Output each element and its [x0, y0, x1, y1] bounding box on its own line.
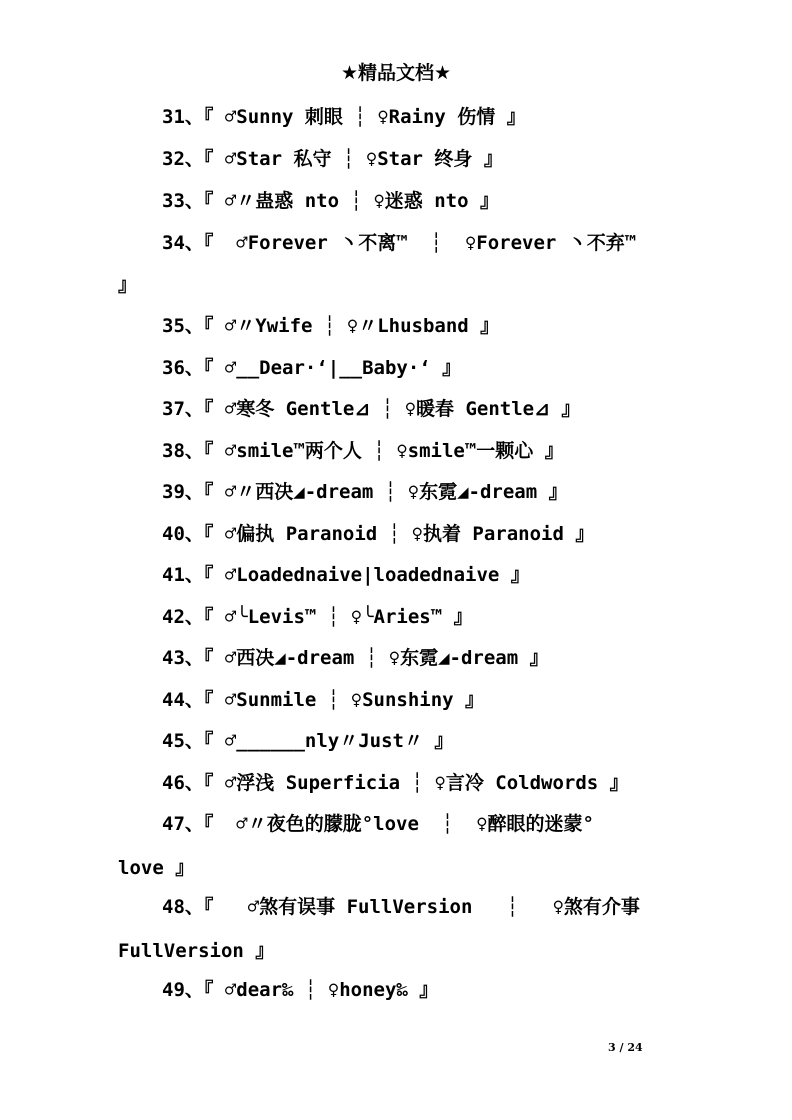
list-item-continuation: love 』 — [118, 857, 195, 879]
list-item: 45、『 ♂______nly〃Just〃 』 — [162, 730, 454, 752]
list-item-continuation: 』 — [118, 274, 138, 296]
list-item: 48、『 ♂煞有误事 FullVersion ┆ ♀煞有介事 — [162, 896, 640, 918]
list-item: 36、『 ♂__Dear·‘|__Baby·‘ 』 — [162, 357, 462, 379]
list-item: 46、『 ♂浮浅 Superficia ┆ ♀言冷 Coldwords 』 — [162, 772, 629, 794]
document-header: ★精品文档★ — [340, 62, 452, 84]
list-item: 49、『 ♂dear‰ ┆ ♀honey‰ 』 — [162, 979, 439, 1001]
list-item: 38、『 ♂smile™两个人 ┆ ♀smile™一颗心 』 — [162, 440, 564, 462]
list-item: 35、『 ♂〃Ywife ┆ ♀〃Lhusband 』 — [162, 315, 500, 337]
list-item: 37、『 ♂寒冬 Gentle⊿ ┆ ♀暖春 Gentle⊿ 』 — [162, 398, 581, 420]
list-item: 42、『 ♂╰Levis™ ┆ ♀╰Aries™ 』 — [162, 606, 473, 628]
list-item: 39、『 ♂〃西决◢-dream ┆ ♀东霓◢-dream 』 — [162, 481, 568, 503]
list-item: 40、『 ♂偏执 Paranoid ┆ ♀执着 Paranoid 』 — [162, 523, 595, 545]
page-number: 3 / 24 — [608, 1041, 643, 1054]
list-item: 43、『 ♂西决◢-dream ┆ ♀东霓◢-dream 』 — [162, 647, 549, 669]
list-item: 31、『 ♂Sunny 刺眼 ┆ ♀Rainy 伤情 』 — [162, 106, 526, 128]
list-item: 41、『 ♂Loadednaive|loadednaive 』 — [162, 564, 530, 586]
list-item: 33、『 ♂〃蛊惑 nto ┆ ♀迷惑 nto 』 — [162, 190, 499, 212]
list-item: 34、『 ♂Forever 丶不离™ ┆ ♀Forever 丶不弃™ — [162, 232, 637, 254]
list-item-continuation: FullVersion 』 — [118, 940, 275, 962]
list-item: 44、『 ♂Sunmile ┆ ♀Sunshiny 』 — [162, 689, 485, 711]
list-item: 32、『 ♂Star 私守 ┆ ♀Star 终身 』 — [162, 148, 503, 170]
list-item: 47、『 ♂〃夜色的朦胧°love ┆ ♀醉眼的迷蒙° — [162, 813, 594, 835]
